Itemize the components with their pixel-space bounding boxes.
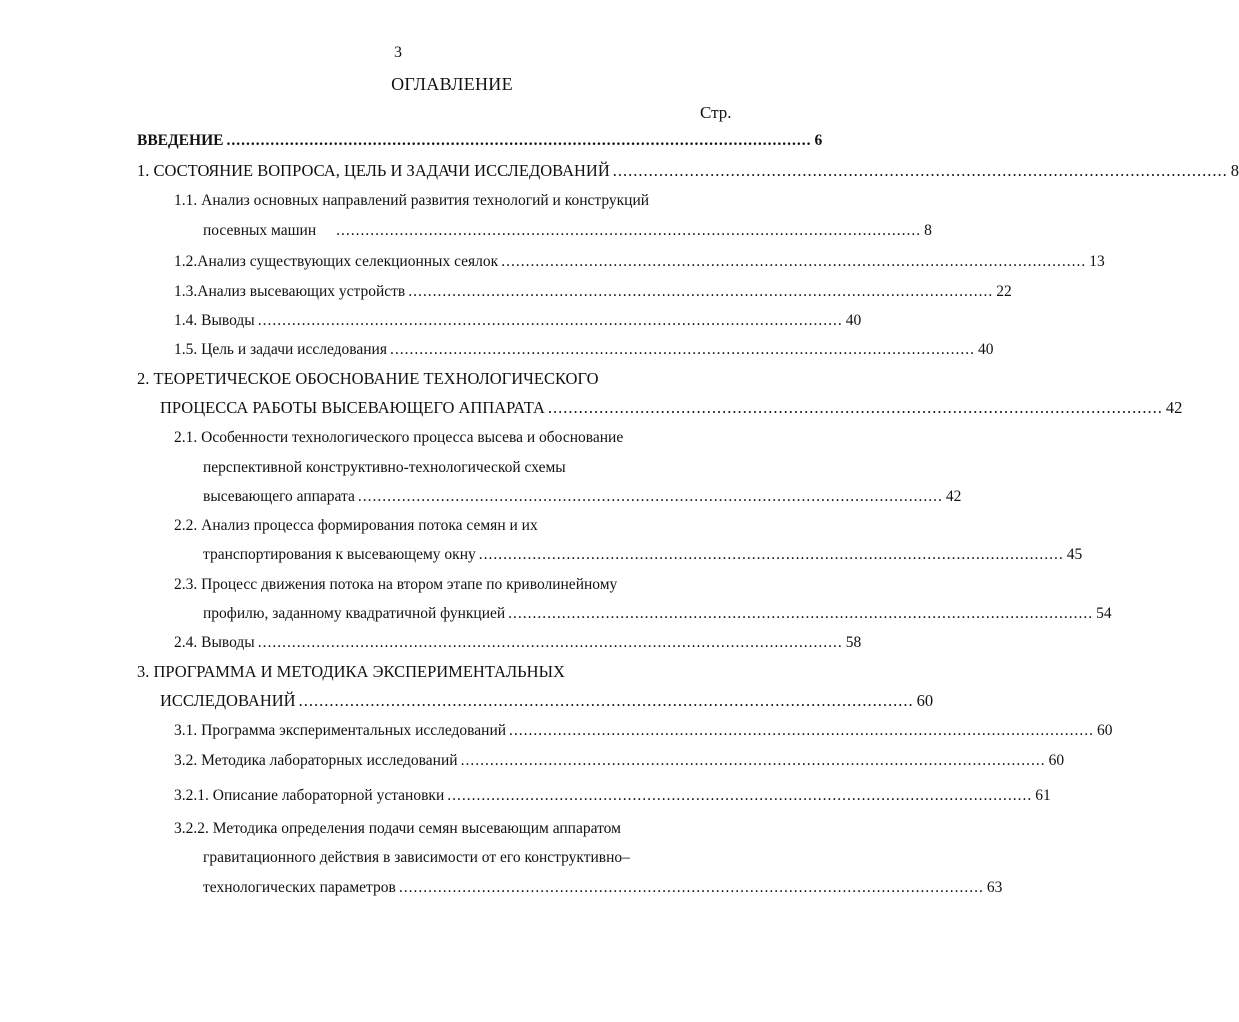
toc-entry [203,878,1003,898]
toc-leader: ........................................................................................................................ [509,722,1095,739]
toc-entry-line [174,191,719,211]
toc-entry-page: 6 [814,132,823,149]
toc-entry-title: 3.2.2. Методика определения подачи семян высевающим аппаратом [174,820,621,837]
toc-entry-line [174,516,719,536]
toc-entry-title: 2.4. Выводы [174,634,255,651]
toc-entry [203,487,962,507]
toc-leader: ........................................................................................................................ [389,341,975,358]
toc-entry-title-cont: ИССЛЕДОВАНИЙ [160,691,296,710]
toc-entry-page: 42 [1165,398,1183,417]
toc-entry-page: 8 [1230,161,1239,180]
toc-entry-title: 3.1. Программа экспериментальных исследований [174,722,507,739]
toc-entry [174,633,862,653]
toc-entry-title: 3.2.1. Описание лабораторной установки [174,787,445,804]
toc-entry [203,221,932,241]
toc-entry-page: 42 [945,488,962,505]
toc-entry-page: 22 [996,283,1012,300]
toc-entry [137,131,823,151]
toc-entry [160,691,934,711]
toc-entry-title: 1.1. Анализ основных направлений развития технологий и конструкций [174,192,650,209]
toc-entry-line [203,458,719,478]
toc-leader: ........................................................................................................................ [478,546,1064,563]
toc-leader: ........................................................................................................................ [226,132,812,149]
toc-entry [203,604,1112,624]
page-column-label: Стр. [700,103,732,122]
toc-entry-line [174,819,719,839]
page-title: ОГЛАВЛЕНИЕ [391,74,513,94]
toc-entry [160,398,1183,418]
toc-entry [203,545,1083,565]
toc-entry-page: 40 [845,312,862,329]
toc-entry-title: 2.3. Процесс движения потока на втором этапе по криволинейному [174,576,618,593]
toc-entry-page: 45 [1066,546,1083,563]
toc-leader: ........................................................................................................................ [547,398,1163,417]
toc-entry [174,282,1012,302]
toc-entry-title: 2. ТЕОРЕТИЧЕСКОЕ ОБОСНОВАНИЕ ТЕХНОЛОГИЧЕСКОГО [137,369,599,388]
toc-entry-page: 60 [1048,752,1065,769]
toc-entry-line [174,428,719,448]
toc-entry-line [174,575,719,595]
toc-entry-page: 60 [1097,722,1113,739]
toc-entry [174,751,1065,771]
toc-entry [174,340,994,360]
toc-entry [137,161,1239,181]
toc-entry-page: 8 [924,222,932,239]
toc-entry-title: 3. ПРОГРАММА И МЕТОДИКА ЭКСПЕРИМЕНТАЛЬНЫХ [137,662,565,681]
toc-entry-page: 60 [916,691,934,710]
toc-leader: ........................................................................................................................ [447,787,1033,804]
toc-entry [174,311,862,331]
page-number: 3 [394,44,402,61]
toc-entry-title: 2.1. Особенности технологического процесса высева и обоснование [174,429,624,446]
toc-leader: ........................................................................................................................ [508,605,1094,622]
toc-entry-title: 1.5. Цель и задачи исследования [174,341,387,358]
toc-leader: ........................................................................................................................ [357,488,943,505]
toc-entry-title: ВВЕДЕНИЕ [137,132,224,149]
toc-entry [174,252,1105,272]
toc-entry-line [137,369,719,389]
toc-entry-title-cont: ПРОЦЕССА РАБОТЫ ВЫСЕВАЮЩЕГО АППАРАТА [160,398,545,417]
toc-entry [174,721,1113,741]
toc-leader: ........................................................................................................................ [612,161,1228,180]
toc-leader: ........................................................................................................................ [298,691,914,710]
toc-entry-title: 1.4. Выводы [174,312,255,329]
toc-entry-title: 1. СОСТОЯНИЕ ВОПРОСА, ЦЕЛЬ И ЗАДАЧИ ИССЛЕДОВАНИЙ [137,161,610,180]
toc-entry-page: 63 [986,879,1003,896]
toc-entry-title: 2.2. Анализ процесса формирования потока семян и их [174,517,538,534]
toc-entry-page: 54 [1096,605,1112,622]
toc-leader: ........................................................................................................................ [257,312,843,329]
toc-entry-line [137,662,719,682]
toc-entry-page: 58 [845,634,862,651]
toc-entry-title-cont: профилю, заданному квадратичной функцией [203,605,506,622]
toc-entry-page: 40 [977,341,994,358]
toc-leader: ........................................................................................................................ [257,634,843,651]
toc-entry-page: 13 [1089,253,1105,270]
toc-entry-title-cont: транспортирования к высевающему окну [203,546,476,563]
toc-leader: ........................................................................................................................ [398,879,984,896]
toc-leader: ........................................................................................................................ [501,253,1087,270]
toc-entry-title: 1.3.Анализ высевающих устройств [174,283,406,300]
toc-entry-title-cont: высевающего аппарата [203,488,355,505]
toc-entry-title-cont: посевных машин [203,222,317,239]
toc-leader: ........................................................................................................................ [408,283,994,300]
toc-leader: ........................................................................................................................ [460,752,1046,769]
toc-entry-line [203,848,719,868]
toc-entry-title-cont: гравитационного действия в зависимости от его конструктивно– [203,849,630,866]
toc-entry-title-cont: технологических параметров [203,879,396,896]
toc-entry [174,786,1051,806]
toc-entry-page: 61 [1035,787,1051,804]
toc-entry-title: 1.2.Анализ существующих селекционных сеялок [174,253,499,270]
toc-entry-title: 3.2. Методика лабораторных исследований [174,752,458,769]
toc-entry-title-cont: перспективной конструктивно-технологической схемы [203,459,566,476]
toc-leader: ........................................................................................................................ [336,222,922,239]
